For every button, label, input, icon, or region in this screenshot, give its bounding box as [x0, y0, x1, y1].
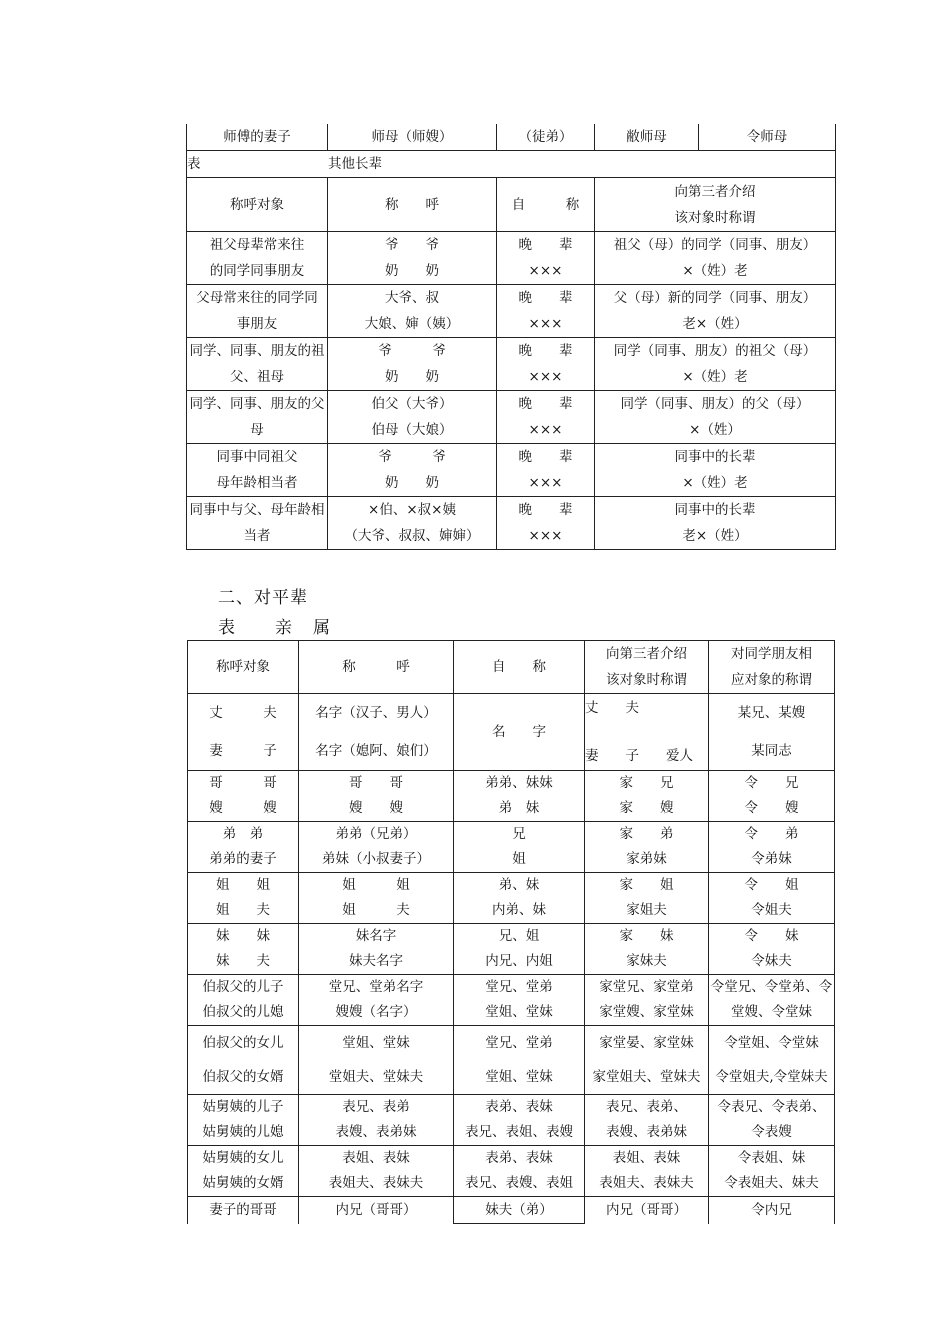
cell — [188, 771, 299, 822]
cell-line: 表姐夫、表妹夫 — [599, 1175, 694, 1191]
cell — [299, 1026, 454, 1095]
cell-line: 堂姐、堂妹 — [485, 1069, 553, 1085]
cell-line: 弟、妹 — [498, 877, 540, 893]
cell-line: 家堂姐夫、堂妹夫 — [592, 1069, 701, 1085]
cell — [585, 771, 709, 822]
cell-line: 令表姐夫、妹夫 — [724, 1175, 819, 1191]
cell-line: 令弟妹 — [751, 851, 792, 867]
cell-line: 事朋友 — [236, 316, 278, 332]
cell-line: 丈 夫 — [209, 705, 277, 721]
cell-line: 家堂兄、家堂弟 — [599, 979, 694, 995]
cell-line: 晚 辈 — [518, 502, 573, 518]
table-row — [188, 873, 835, 924]
table-row — [187, 232, 836, 285]
cell-line: 晚 辈 — [518, 396, 573, 412]
cell-line: 令 姐 — [744, 877, 799, 893]
cell-line: 令表嫂 — [751, 1124, 792, 1140]
cell-line: 弟弟、妹妹 — [485, 775, 553, 791]
cell — [188, 975, 299, 1026]
cell-line: 妻 子 — [209, 743, 277, 759]
cell-line: 伯叔父的女儿 — [202, 1035, 284, 1051]
cell-line: 堂兄、堂弟 — [485, 1035, 553, 1051]
cell-line: 老×（姓） — [682, 528, 748, 544]
table-row — [188, 975, 835, 1026]
cell-line: 表姐夫、表妹夫 — [328, 1175, 424, 1191]
cell — [585, 873, 709, 924]
cell-line: 堂兄、堂弟 — [485, 979, 553, 995]
cell-line: 令表兄、令表弟、 — [717, 1099, 826, 1115]
cell-line: 姑舅姨的女儿 — [202, 1150, 284, 1166]
cell-line: 大娘、婶（姨） — [364, 316, 460, 332]
header-cell — [595, 178, 836, 232]
cell-line: 家 弟 — [619, 826, 674, 842]
cell-line: 哥 哥 — [209, 775, 277, 791]
cell-line: ××× — [528, 422, 563, 438]
header-cell: 自 称 — [454, 641, 585, 694]
cell-line: ××× — [528, 316, 563, 332]
cell-line: 丈 夫 — [585, 700, 639, 716]
cell-line: 姐 夫 — [216, 902, 270, 918]
cell-line: 晚 辈 — [518, 449, 573, 465]
cell-line: 令 弟 — [744, 826, 799, 842]
cell — [497, 285, 595, 338]
cell-line: ××× — [528, 369, 563, 385]
cell-line: 奶 奶 — [385, 369, 439, 385]
cell-line: 表兄、表嫂、表姐 — [465, 1175, 573, 1191]
cell-line: 伯父（大爷） — [371, 396, 453, 412]
cell-line: 同学、同事、朋友的父 — [189, 396, 325, 412]
cell — [328, 232, 497, 285]
section-subheading: 表 亲 属 — [218, 618, 332, 638]
cell — [187, 232, 328, 285]
cell-line: 伯叔父的女婿 — [202, 1069, 284, 1085]
cell: 敝师母 — [595, 124, 699, 151]
cell-line: 嫂 嫂 — [349, 800, 403, 816]
header-line: 应对象的称谓 — [731, 672, 812, 688]
header-row — [187, 178, 836, 232]
cell-line: 表兄、表弟、 — [606, 1099, 687, 1115]
cell-line: 姐 姐 — [342, 877, 410, 893]
cell — [709, 1026, 835, 1095]
table-row-last — [188, 1197, 835, 1224]
cell — [454, 771, 585, 822]
cell-line: 祖父（母）的同学（同事、朋友） — [613, 237, 817, 253]
cell-line: 令堂姐、令堂妹 — [724, 1035, 819, 1051]
cell-line: 令 妹 — [744, 928, 799, 944]
table-row — [187, 391, 836, 444]
caption-left: 表 — [187, 156, 201, 172]
cell-line: ×（姓） — [689, 422, 741, 438]
cell-line: 家 妹 — [619, 928, 674, 944]
cell — [454, 822, 585, 873]
cell: 师傅的妻子 — [187, 124, 328, 151]
caption-right: 其他长辈 — [328, 156, 382, 172]
cell — [585, 694, 709, 771]
table-row — [188, 822, 835, 873]
cell-line: 表弟、表妹 — [485, 1150, 553, 1166]
cell — [188, 873, 299, 924]
cell — [187, 391, 328, 444]
cell: 名 字 — [454, 694, 585, 771]
cell-line: 某同志 — [751, 743, 792, 759]
header-cell — [709, 641, 835, 694]
header-line: 向第三者介绍 — [674, 183, 756, 200]
cell — [328, 285, 497, 338]
cell-line: 令表姐、妹 — [737, 1150, 806, 1166]
cell-line: 令堂姐夫,令堂妹夫 — [715, 1069, 828, 1085]
cell — [709, 694, 835, 771]
cell-line: 令堂兄、令堂弟、令 — [710, 979, 833, 995]
cell-line: 同学（同事、朋友）的祖父（母） — [613, 343, 817, 359]
cell — [585, 924, 709, 975]
cell — [595, 497, 836, 550]
cell-line: 晚 辈 — [518, 237, 573, 253]
cell-line: 家姐夫 — [626, 902, 667, 918]
cell-line: 令 兄 — [744, 775, 799, 791]
cell: 妹夫（弟） — [454, 1197, 585, 1224]
cell-line: 表兄、表姐、表嫂 — [465, 1124, 573, 1140]
cell-line: 妹夫名字 — [349, 953, 403, 969]
cell — [709, 924, 835, 975]
cell-line: 妹 夫 — [216, 953, 270, 969]
cell: 内兄（哥哥） — [299, 1197, 454, 1224]
header-line: 该对象时称谓 — [674, 209, 756, 226]
cell-line: 母年龄相当者 — [216, 475, 298, 491]
elders-table — [186, 124, 836, 550]
table-row — [187, 338, 836, 391]
cell — [188, 822, 299, 873]
cell-line: 祖父母辈常来往 — [209, 237, 305, 253]
cell-line: 姐 — [512, 851, 526, 867]
cell-line: 同学（同事、朋友）的父（母） — [620, 396, 810, 412]
cell — [709, 822, 835, 873]
table-row — [187, 444, 836, 497]
cell-line: 名字（汉子、男人） — [315, 705, 437, 721]
cell-line: 父母常来往的同学同 — [196, 290, 318, 306]
cell-line: 令 嫂 — [744, 800, 799, 816]
table-caption — [187, 151, 836, 178]
table-row — [187, 497, 836, 550]
cell-line: 当者 — [243, 528, 271, 544]
cell-line: 名字（媳阿、娘们） — [315, 743, 437, 759]
cell — [454, 1146, 585, 1197]
cell — [595, 391, 836, 444]
cell-line: 堂兄、堂弟名字 — [328, 979, 424, 995]
cell-line: 同事中同祖父 — [216, 449, 298, 465]
cell — [709, 771, 835, 822]
cell-line: 哥 哥 — [349, 775, 403, 791]
header-cell — [585, 641, 709, 694]
cell-line: 伯叔父的儿媳 — [202, 1004, 284, 1020]
cell-line: 弟妹（小叔妻子） — [322, 851, 430, 867]
cell — [187, 285, 328, 338]
cell — [497, 232, 595, 285]
cell — [188, 1026, 299, 1095]
header-cell: 称 呼 — [328, 178, 497, 232]
cell-line: 弟 弟 — [222, 826, 264, 842]
cell — [595, 232, 836, 285]
cell-line: 姑舅姨的女婿 — [202, 1175, 284, 1191]
cell-line: 家弟妹 — [626, 851, 667, 867]
cell-line: 令姐夫 — [751, 902, 792, 918]
cell — [585, 1095, 709, 1146]
cell-line: 爷 爷 — [378, 449, 446, 465]
header-cell: 称呼对象 — [188, 641, 299, 694]
cell — [328, 338, 497, 391]
cell-line: ×（姓）老 — [682, 475, 748, 491]
cell-line: 同事中与父、母年龄相 — [189, 502, 325, 518]
cell — [709, 1146, 835, 1197]
cell-line: 表兄、表弟 — [342, 1099, 410, 1115]
cell-line: 家堂嫂、家堂妹 — [599, 1004, 694, 1020]
cell-line: 大爷、叔 — [385, 290, 439, 306]
cell-line: 父（母）新的同学（同事、朋友） — [613, 290, 817, 306]
cell-line: 兄、姐 — [498, 928, 540, 944]
table-row — [187, 124, 836, 151]
cell-line: 姐 姐 — [216, 877, 270, 893]
cell-line: 奶 奶 — [385, 475, 439, 491]
cell-line: 父、祖母 — [230, 369, 284, 385]
table-row — [188, 771, 835, 822]
cell-line: 伯母（大娘） — [371, 422, 453, 438]
cell — [497, 391, 595, 444]
header-cell: 自 称 — [497, 178, 595, 232]
cell-line: 同事中的长辈 — [674, 449, 756, 465]
cell — [497, 497, 595, 550]
header-cell: 称 呼 — [299, 641, 454, 694]
peers-relatives-table — [187, 640, 835, 1224]
cell-line: （大爷、叔叔、婶婶） — [344, 528, 480, 544]
cell-line: 表弟、表妹 — [485, 1099, 553, 1115]
cell — [595, 338, 836, 391]
cell — [188, 1095, 299, 1146]
cell-line: 表嫂、表弟妹 — [335, 1124, 417, 1140]
cell-line: 家 姐 — [619, 877, 674, 893]
cell-line: 弟 妹 — [498, 800, 540, 816]
cell-line: 姐 夫 — [342, 902, 410, 918]
cell — [709, 975, 835, 1026]
cell — [454, 1095, 585, 1146]
cell-line: 妹名字 — [355, 928, 397, 944]
cell — [709, 1095, 835, 1146]
cell-line: 嫂嫂（名字） — [335, 1004, 417, 1020]
cell-line: 晚 辈 — [518, 290, 573, 306]
cell — [497, 338, 595, 391]
table-row — [187, 285, 836, 338]
table-row — [188, 924, 835, 975]
cell: 师母（师嫂） — [328, 124, 497, 151]
cell — [299, 1146, 454, 1197]
cell-line: 堂姐夫、堂妹夫 — [328, 1069, 424, 1085]
cell-line: 堂姐、堂妹 — [485, 1004, 553, 1020]
cell-line: 姑舅姨的儿媳 — [202, 1124, 284, 1140]
header-line: 对同学朋友相 — [731, 646, 812, 662]
cell-line: 同学、同事、朋友的祖 — [189, 343, 325, 359]
cell — [454, 1026, 585, 1095]
cell — [497, 444, 595, 497]
cell — [187, 497, 328, 550]
cell-line: 内兄、内姐 — [485, 953, 553, 969]
cell-line: 晚 辈 — [518, 343, 573, 359]
cell-line: ×（姓）老 — [682, 369, 748, 385]
cell — [585, 1146, 709, 1197]
cell-line: 母 — [250, 422, 264, 438]
cell — [585, 975, 709, 1026]
cell-line: 爷 爷 — [385, 237, 439, 253]
cell — [299, 975, 454, 1026]
caption-row — [187, 151, 836, 178]
cell-line: ××× — [528, 528, 563, 544]
cell — [585, 1026, 709, 1095]
header-row — [188, 641, 835, 694]
section-heading: 二、对平辈 — [218, 588, 308, 608]
cell — [454, 924, 585, 975]
cell — [454, 873, 585, 924]
cell — [595, 444, 836, 497]
cell-line: ×（姓）老 — [682, 263, 748, 279]
header-cell: 称呼对象 — [187, 178, 328, 232]
table-row — [188, 1146, 835, 1197]
cell — [299, 771, 454, 822]
cell-line: 同事中的长辈 — [674, 502, 756, 518]
cell-line: 家 嫂 — [619, 800, 674, 816]
cell-line: 家堂晏、家堂妹 — [599, 1035, 694, 1051]
cell-line: 弟弟的妻子 — [209, 851, 277, 867]
cell-line: 妹 妹 — [216, 928, 270, 944]
cell: 妻子的哥哥 — [188, 1197, 299, 1224]
cell-line: 伯叔父的儿子 — [202, 979, 284, 995]
cell: 令师母 — [699, 124, 836, 151]
cell-line: 内弟、妹 — [492, 902, 546, 918]
table-row — [188, 1026, 835, 1095]
cell-line: 表姐、表妹 — [612, 1150, 681, 1166]
header-line: 向第三者介绍 — [606, 646, 687, 662]
cell — [187, 444, 328, 497]
cell — [299, 924, 454, 975]
cell-line: 某兄、某嫂 — [737, 705, 806, 721]
cell — [188, 694, 299, 771]
cell-line: 爷 爷 — [378, 343, 446, 359]
cell-line: 老×（姓） — [682, 316, 748, 332]
cell — [188, 924, 299, 975]
cell-line: 妻 子 爱人 — [585, 748, 693, 764]
cell — [595, 285, 836, 338]
cell-line: 姑舅姨的儿子 — [202, 1099, 284, 1115]
cell — [709, 873, 835, 924]
cell-line: 家 兄 — [619, 775, 674, 791]
cell — [299, 822, 454, 873]
cell: 令内兄 — [709, 1197, 835, 1224]
cell-line: 弟弟（兄弟） — [335, 826, 417, 842]
cell-line: 兄 — [512, 826, 526, 842]
cell-line: 嫂 嫂 — [209, 800, 277, 816]
cell — [299, 873, 454, 924]
cell — [328, 444, 497, 497]
cell-line: 令妹夫 — [751, 953, 792, 969]
cell: （徒弟） — [497, 124, 595, 151]
cell — [328, 391, 497, 444]
cell-line: 堂姐、堂妹 — [342, 1035, 410, 1051]
cell-line: 表姐、表妹 — [342, 1150, 410, 1166]
cell — [188, 1146, 299, 1197]
cell — [299, 1095, 454, 1146]
cell-line: ××× — [528, 475, 563, 491]
cell-line: ××× — [528, 263, 563, 279]
cell — [299, 694, 454, 771]
cell-line: 表嫂、表弟妹 — [606, 1124, 687, 1140]
cell-line: ×伯、×叔×姨 — [368, 502, 456, 518]
cell-line: 的同学同事朋友 — [209, 263, 305, 279]
cell-line: 家妹夫 — [626, 953, 667, 969]
cell — [585, 822, 709, 873]
cell — [187, 338, 328, 391]
header-line: 该对象时称谓 — [606, 672, 687, 688]
table-row — [188, 1095, 835, 1146]
cell-line: 奶 奶 — [385, 263, 439, 279]
table-row — [188, 694, 835, 771]
cell — [328, 497, 497, 550]
cell-line: 堂嫂、令堂妹 — [731, 1004, 812, 1020]
cell: 内兄（哥哥） — [585, 1197, 709, 1224]
cell — [454, 975, 585, 1026]
